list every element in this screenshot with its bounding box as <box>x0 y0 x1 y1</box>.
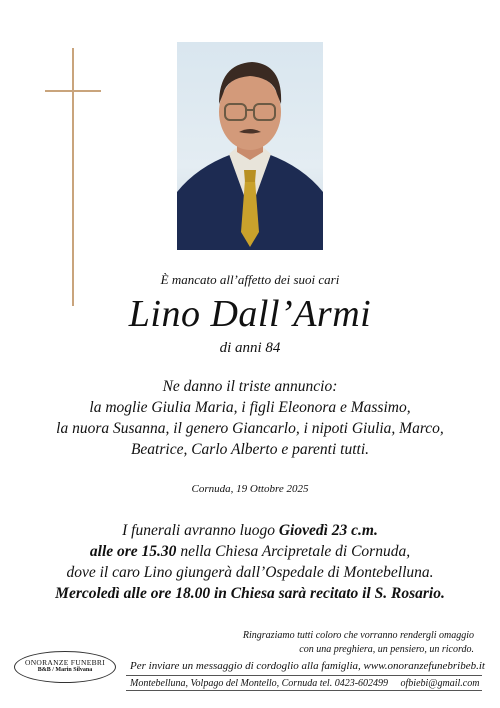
age-text: di anni 84 <box>219 340 281 356</box>
funeral-line-4 <box>0 583 500 604</box>
announcement-block <box>0 376 500 460</box>
announcement-line: Ne danno il triste annuncio: <box>162 378 338 395</box>
rosary-text: Mercoledì alle ore 18.00 in Chiesa sarà recitato il S. Rosario. <box>55 585 445 602</box>
divider <box>126 675 482 676</box>
logo-line-2: B&B / Marin Silvana <box>37 667 93 673</box>
portrait-photo <box>177 42 323 250</box>
funeral-text: nella Chiesa Arcipretale di Cornuda, <box>176 543 411 560</box>
funeral-text: I funerali avranno luogo <box>122 522 279 539</box>
funeral-line-2 <box>0 541 500 562</box>
cross-vertical-bar <box>72 48 74 306</box>
intro-text: È mancato all’affetto dei suoi cari <box>160 272 340 287</box>
funeral-time: alle ore 15.30 <box>89 543 177 560</box>
funeral-day: Giovedì 23 c.m. <box>278 522 378 539</box>
cross-horizontal-bar <box>45 90 101 92</box>
divider <box>126 690 482 691</box>
thanks-line: con una preghiera, un pensiero, un ricordo. <box>299 644 474 655</box>
logo-line-1: ONORANZE FUNEBRI <box>24 658 105 667</box>
funeral-block <box>0 520 500 604</box>
funeral-line-3: dove il caro Lino giungerà dall’Ospedale di Montebelluna. <box>66 564 434 581</box>
announcement-line: la moglie Giulia Maria, i figli Eleonora e Massimo, <box>89 399 411 416</box>
funeral-home-logo <box>14 651 116 683</box>
announcement-line: Beatrice, Carlo Alberto e parenti tutti. <box>130 441 370 458</box>
thanks-text <box>174 629 474 657</box>
announcement-line: la nuora Susanna, il genero Giancarlo, i nipoti Giulia, Marco, <box>56 420 444 437</box>
funeral-line-1 <box>0 520 500 541</box>
date-text: Cornuda, 19 Ottobre 2025 <box>191 483 309 495</box>
thanks-line: Ringraziamo tutti coloro che vorranno rendergli omaggio <box>242 630 474 641</box>
deceased-name: Lino Dall’Armi <box>128 293 372 335</box>
condolence-text: Per inviare un messaggio di cordoglio alla famiglia, www.onoranzefunebribeb.it <box>130 660 485 672</box>
address-text: Montebelluna, Volpago del Montello, Cornuda tel. 0423-602499 ofbiebi@gmail.com <box>130 678 480 689</box>
